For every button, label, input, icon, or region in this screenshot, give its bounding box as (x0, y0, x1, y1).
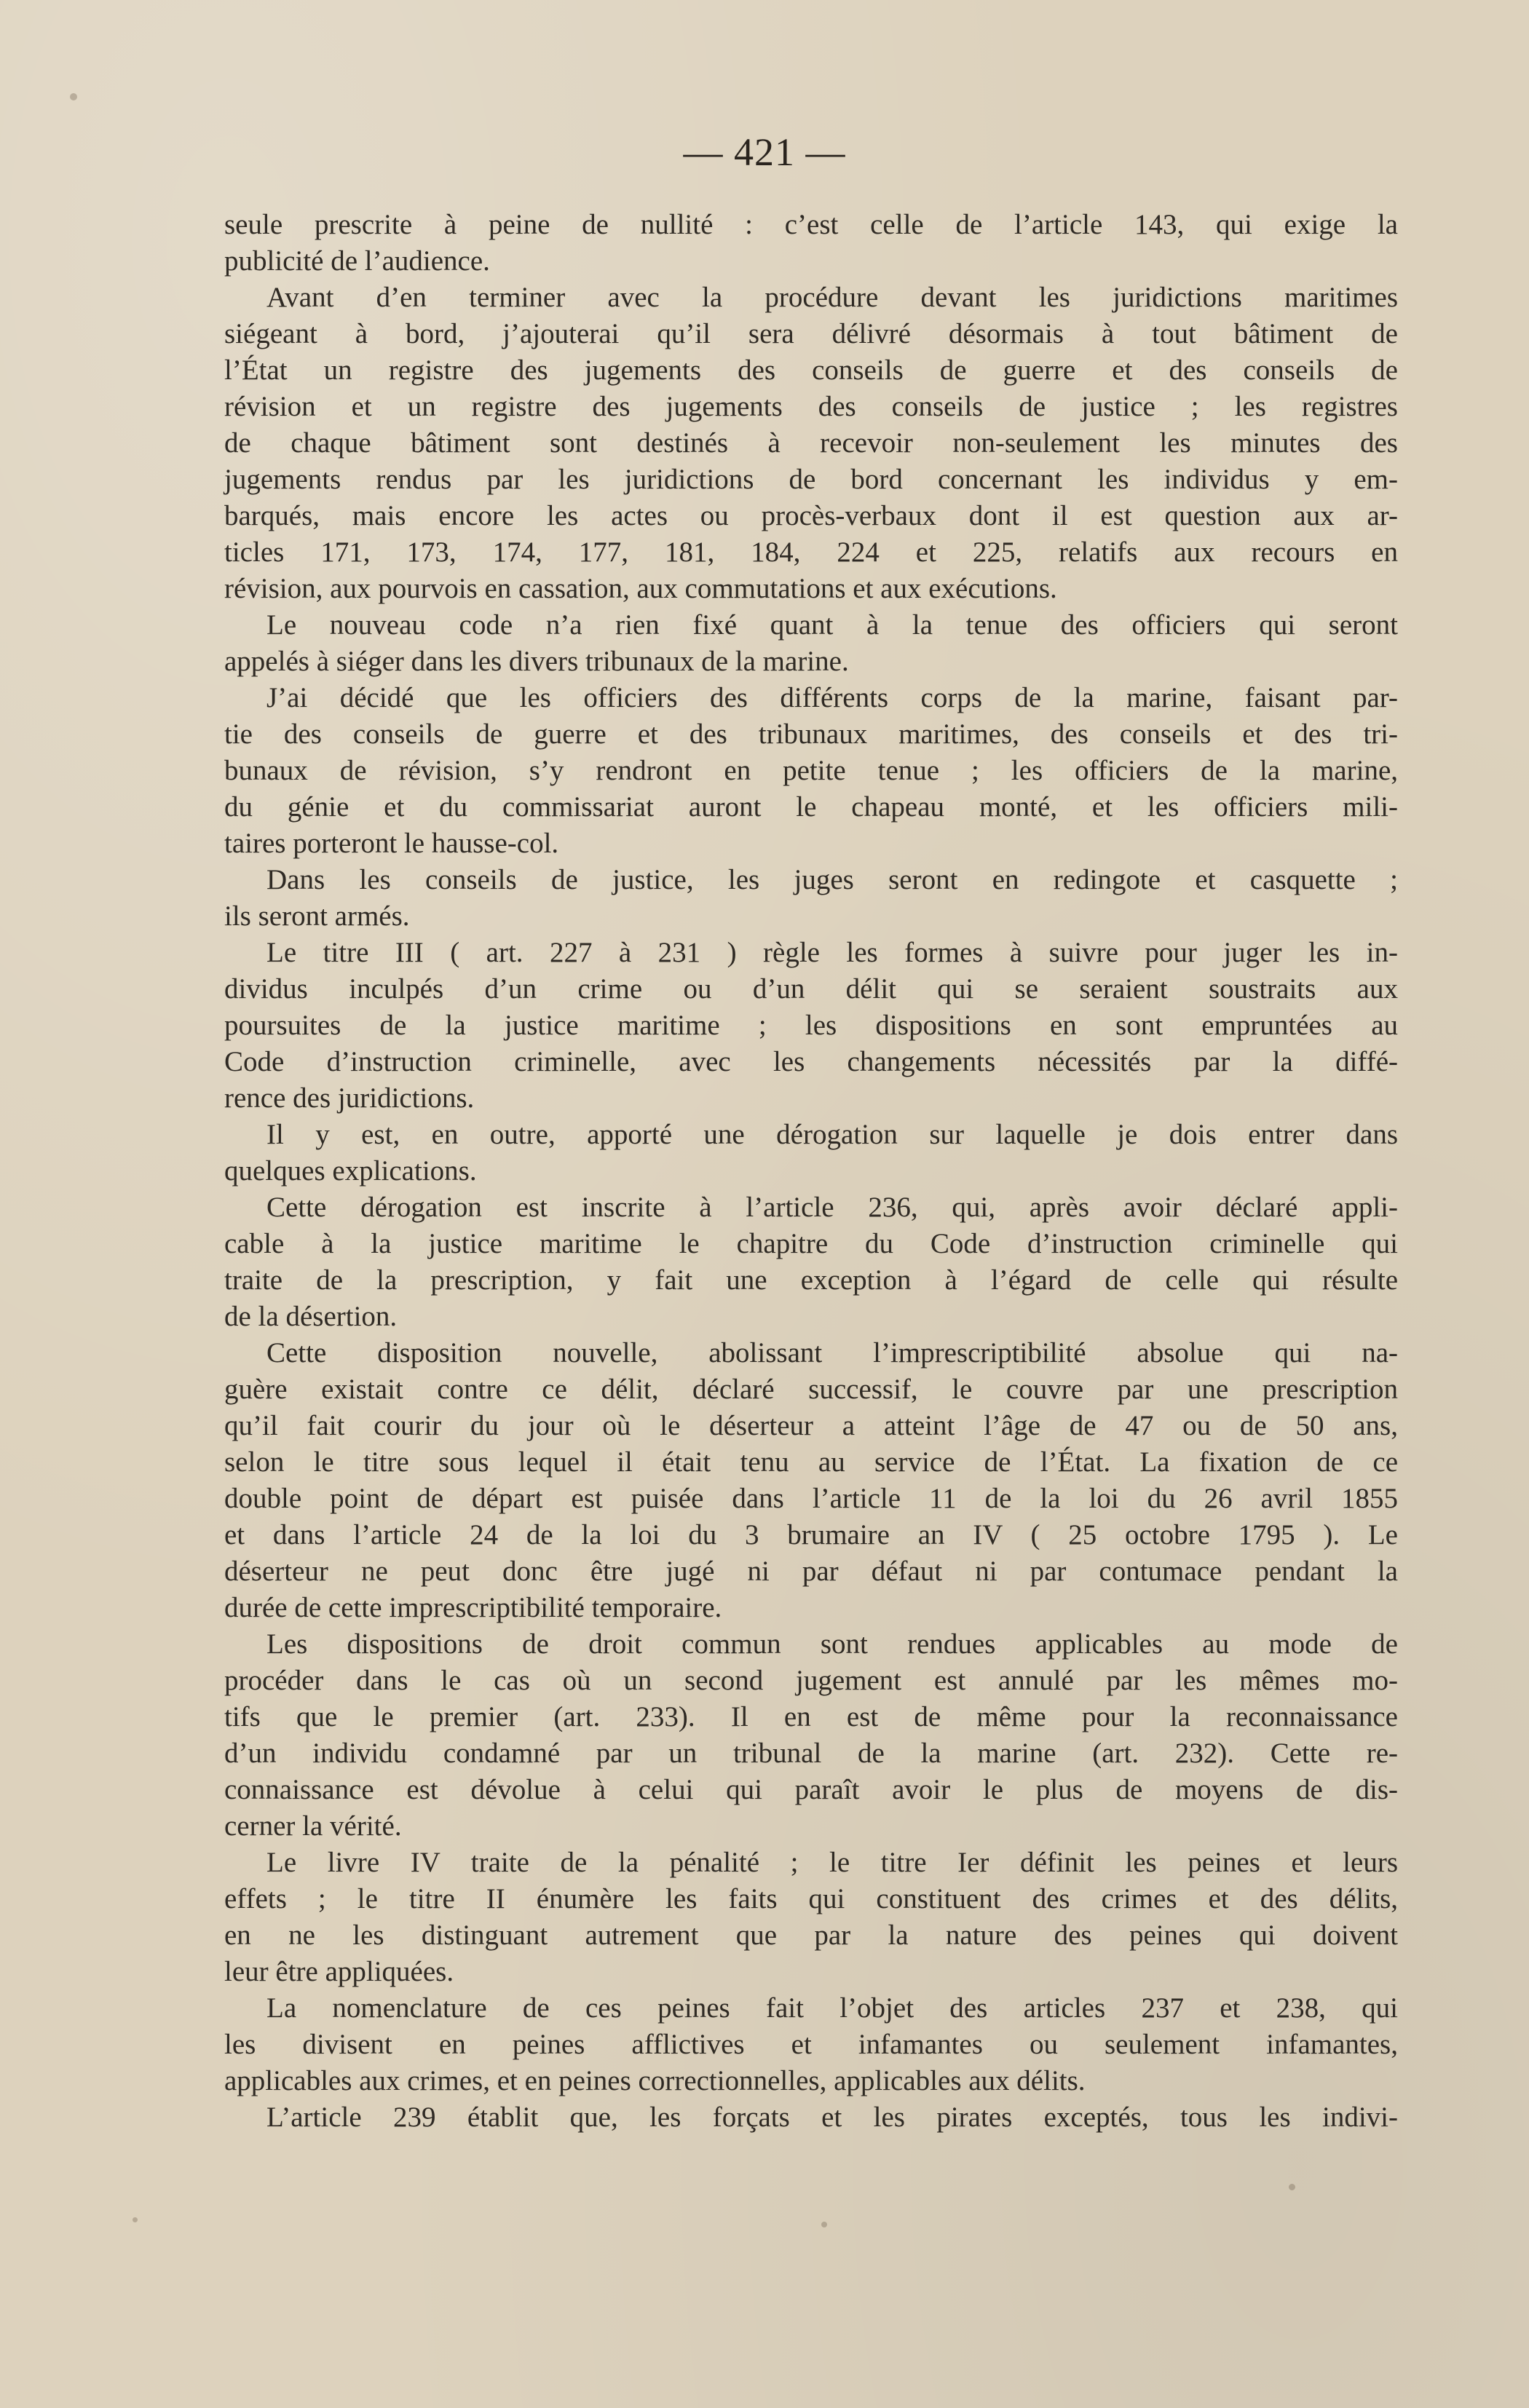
text-line: tifs que le premier (art. 233). Il en est de même pour la reconnaissance (224, 1701, 1398, 1732)
paper-speck (133, 2217, 138, 2222)
text-line: taires porteront le hausse-col. (224, 828, 559, 859)
text-line: Le nouveau code n’a rien fixé quant à la tenue des officiers qui seront (266, 609, 1398, 641)
text-line: qu’il fait courir du jour où le déserteur a atteint l’âge de 47 ou de 50 ans, (224, 1410, 1398, 1441)
text-line: rence des juridictions. (224, 1082, 475, 1114)
text-line: La nomenclature de ces peines fait l’objet des articles 237 et 238, qui (266, 1992, 1398, 2024)
text-line: guère existait contre ce délit, déclaré successif, le couvre par une prescription (224, 1374, 1398, 1405)
text-line: appelés à siéger dans les divers tribunaux de la marine. (224, 646, 849, 677)
text-line: Les dispositions de droit commun sont rendues applicables au mode de (266, 1628, 1398, 1660)
text-line: de la désertion. (224, 1301, 398, 1332)
text-line: en ne les distinguant autrement que par la nature des peines qui doivent (224, 1920, 1398, 1951)
paper-speck (70, 93, 77, 100)
body-text (224, 207, 1398, 2136)
text-line: double point de départ est puisée dans l’article 11 de la loi du 26 avril 1855 (224, 1483, 1398, 1514)
text-line: bunaux de révision, s’y rendront en petite tenue ; les officiers de la marine, (224, 755, 1398, 786)
page-number: — 421 — (683, 130, 846, 174)
text-line: applicables aux crimes, et en peines correctionnelles, applicables aux délits. (224, 2065, 1086, 2096)
text-line: poursuites de la justice maritime ; les dispositions en sont empruntées au (224, 1010, 1398, 1041)
text-line: effets ; le titre II énumère les faits qui constituent des crimes et des délits, (224, 1883, 1398, 1914)
text-line: ticles 171, 173, 174, 177, 181, 184, 224 et 225, relatifs aux recours en (224, 536, 1398, 568)
text-line: ils seront armés. (224, 900, 410, 932)
text-line: Code d’instruction criminelle, avec les changements nécessités par la diffé- (224, 1046, 1398, 1077)
text-line: déserteur ne peut donc être jugé ni par défaut ni par contumace pendant la (224, 1556, 1398, 1587)
text-line: de chaque bâtiment sont destinés à recevoir non-seulement les minutes des (224, 427, 1398, 459)
text-line: Le livre IV traite de la pénalité ; le titre Ier définit les peines et leurs (266, 1847, 1398, 1878)
text-line: Dans les conseils de justice, les juges seront en redingote et casquette ; (266, 864, 1398, 895)
text-line: siégeant à bord, j’ajouterai qu’il sera délivré désormais à tout bâtiment de (224, 318, 1398, 349)
text-line: L’article 239 établit que, les forçats et les pirates exceptés, tous les indivi- (266, 2102, 1398, 2133)
text-line: révision, aux pourvois en cassation, aux commutations et aux exécutions. (224, 573, 1057, 604)
text-line: et dans l’article 24 de la loi du 3 brumaire an IV ( 25 octobre 1795 ). Le (224, 1519, 1398, 1550)
text-line: traite de la prescription, y fait une exception à l’égard de celle qui résulte (224, 1264, 1398, 1296)
paper-speck (821, 2222, 827, 2227)
text-line: durée de cette imprescriptibilité temporaire. (224, 1592, 722, 1623)
text-line: procéder dans le cas où un second jugement est annulé par les mêmes mo- (224, 1665, 1398, 1696)
text-line: Le titre III ( art. 227 à 231 ) règle les formes à suivre pour juger les in- (266, 937, 1398, 968)
text-line: l’État un registre des jugements des conseils de guerre et des conseils de (224, 355, 1398, 386)
text-line: tie des conseils de guerre et des tribunaux maritimes, des conseils et des tri- (224, 718, 1398, 750)
text-line: quelques explications. (224, 1155, 477, 1187)
text-line: Avant d’en terminer avec la procédure devant les juridictions maritimes (266, 282, 1398, 313)
text-line: J’ai décidé que les officiers des différents corps de la marine, faisant par- (266, 682, 1398, 713)
text-line: jugements rendus par les juridictions de bord concernant les individus y em- (224, 464, 1398, 495)
text-line: leur être appliquées. (224, 1956, 454, 1987)
text-line: dividus inculpés d’un crime ou d’un délit qui se seraient soustraits aux (224, 973, 1398, 1005)
text-line: cerner la vérité. (224, 1810, 402, 1842)
paper-speck (1289, 2184, 1295, 2190)
text-line: selon le titre sous lequel il était tenu au service de l’État. La fixation de ce (224, 1446, 1398, 1478)
text-line: du génie et du commissariat auront le chapeau monté, et les officiers mili- (224, 791, 1398, 823)
text-line: Cette dérogation est inscrite à l’article 236, qui, après avoir déclaré appli- (266, 1192, 1398, 1223)
text-line: barqués, mais encore les actes ou procès-verbaux dont il est question aux ar- (224, 500, 1398, 531)
text-line: révision et un registre des jugements des conseils de justice ; les registres (224, 391, 1398, 422)
text-line: cable à la justice maritime le chapitre du Code d’instruction criminelle qui (224, 1228, 1398, 1259)
text-line: publicité de l’audience. (224, 245, 490, 277)
text-line: seule prescrite à peine de nullité : c’est celle de l’article 143, qui exige la (224, 209, 1398, 240)
text-line: Il y est, en outre, apporté une dérogation sur laquelle je dois entrer dans (266, 1119, 1398, 1150)
text-line: les divisent en peines afflictives et infamantes ou seulement infamantes, (224, 2029, 1398, 2060)
text-line: d’un individu condamné par un tribunal de la marine (art. 232). Cette re- (224, 1738, 1398, 1769)
text-line: Cette disposition nouvelle, abolissant l’imprescriptibilité absolue qui na- (266, 1337, 1398, 1369)
text-line: connaissance est dévolue à celui qui paraît avoir le plus de moyens de dis- (224, 1774, 1398, 1805)
